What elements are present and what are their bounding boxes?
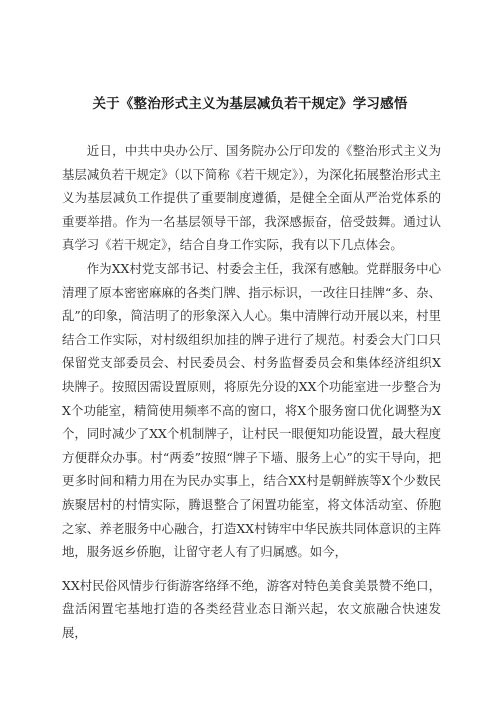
paragraph-experience: 作为XX村党支部书记、村委会主任，我深有感触。党群服务中心清理了原本密密麻麻的各类门牌、指示标识，一改往日挂牌“多、杂、乱”的印象，简洁明了的形象深入人心。集中清牌行动开展以来，村里结合工作实际，对村级组织加挂的牌子进行了规范。村委会大门口只保留党支部委员会、村民委员会、村务监督委员会和集体经济组织X块牌子。按照因需设置原则，将原先分设的XX个功能室进一步整合为X个功能室，精简使用频率不高的窗口，将X个服务窗口优化调整为X个，同时减少了XX个机制牌子，让村民一眼便知功能设置，最大程度方便群众办事。村“两委”按照“牌子下墙、服务上心”的实干导向，把更多时间和精力用在为民办实事上，结合XX村是朝鲜族等X个少数民族聚居村的村情实际，腾退整合了闲置功能室，将文体活动室、侨胞之家、养老服务中心融合，打造XX村铸牢中华民族共同体意识的主阵地，服务返乡侨胞，让留守老人有了归属感。如今， xyxy=(62,260,441,560)
document-title: 关于《整治形式主义为基层减负若干规定》学习感悟 xyxy=(92,96,408,112)
paragraph-intro: 近日，中共中央办公厅、国务院办公厅印发的《整治形式主义为基层减负若干规定》（以下简称《若干规定》），为深化拓展整治形式主义为基层减负工作提供了重要制度遵循，是健全全面从严治党体系的重要举措。作为一名基层领导干部，我深感振奋，倍受鼓舞。通过认真学习《若干规定》，结合自身工作实际，我有以下几点体会。 xyxy=(62,143,441,253)
document-body xyxy=(62,139,441,644)
paragraph-continuation: XX村民俗风情步行街游客络绎不绝，游客对特色美食美景赞不绝口，盘活闲置宅基地打造的各类经营业态日渐兴起，农文旅融合快速发展， xyxy=(62,577,441,640)
